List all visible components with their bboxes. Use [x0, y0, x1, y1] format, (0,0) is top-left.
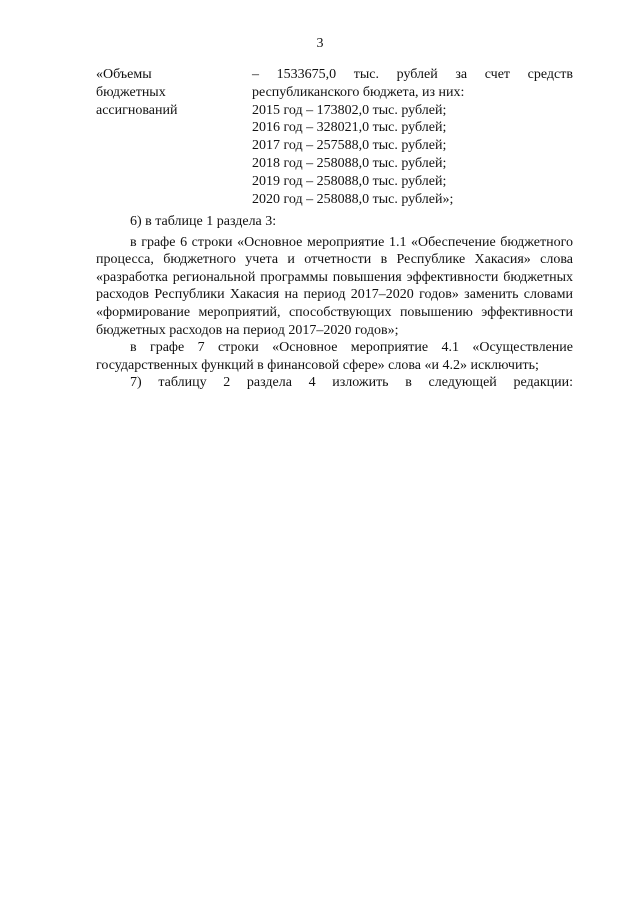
funding-total-word: 1533675,0	[276, 67, 337, 82]
page-number: 3	[316, 36, 324, 51]
item-6-paragraph-2: в графе 7 строки «Основное мероприятие 4.1 «Осуществление государственных функций в финансовой сфере» слова «и 4.2» исключить;	[96, 340, 573, 373]
funding-year-line: 2016 год – 328021,0 тыс. рублей;	[252, 120, 447, 136]
item-6-heading: 6) в таблице 1 раздела 3:	[130, 214, 277, 229]
funding-year-line: 2018 год – 258088,0 тыс. рублей;	[252, 155, 447, 171]
funding-total-word: за	[455, 67, 468, 82]
funding-year-line: 2020 год – 258088,0 тыс. рублей»;	[252, 191, 454, 207]
funding-year-line: 2019 год – 258088,0 тыс. рублей;	[252, 173, 447, 189]
funding-total-word: счет	[484, 67, 511, 82]
funding-value	[252, 66, 573, 208]
funding-year-line: 2015 год – 173802,0 тыс. рублей;	[252, 102, 447, 118]
funding-total-word: средств	[527, 67, 573, 82]
funding-total-word: рублей	[396, 67, 438, 82]
funding-total-line	[252, 66, 573, 84]
item-7-paragraph: 7) таблицу 2 раздела 4 изложить в следующей редакции:	[130, 375, 573, 391]
funding-label	[96, 66, 246, 119]
funding-source-line: республиканского бюджета, из них:	[252, 84, 465, 100]
funding-label-line: ассигнований	[96, 102, 178, 118]
funding-label-line: бюджетных	[96, 84, 166, 100]
funding-label-line: «Объемы	[96, 67, 152, 82]
funding-total-word: тыс.	[353, 67, 379, 82]
funding-year-line: 2017 год – 257588,0 тыс. рублей;	[252, 138, 447, 154]
funding-total-word: –	[252, 67, 259, 82]
item-6-paragraph-1: в графе 6 строки «Основное мероприятие 1.1 «Обеспечение бюджетного процесса, бюджетного учета и отчетности в Республике Хакасия» слова «разработка региональной программы повышения эффективности бюджетных расходов Республики Хакасия на период 2017–2020 годов» заменить словами «формирование мероприятий, способствующих повышению эффективности бюджетных расходов на период 2017–2020 годов»;	[96, 234, 573, 338]
amendment-text	[96, 213, 573, 392]
